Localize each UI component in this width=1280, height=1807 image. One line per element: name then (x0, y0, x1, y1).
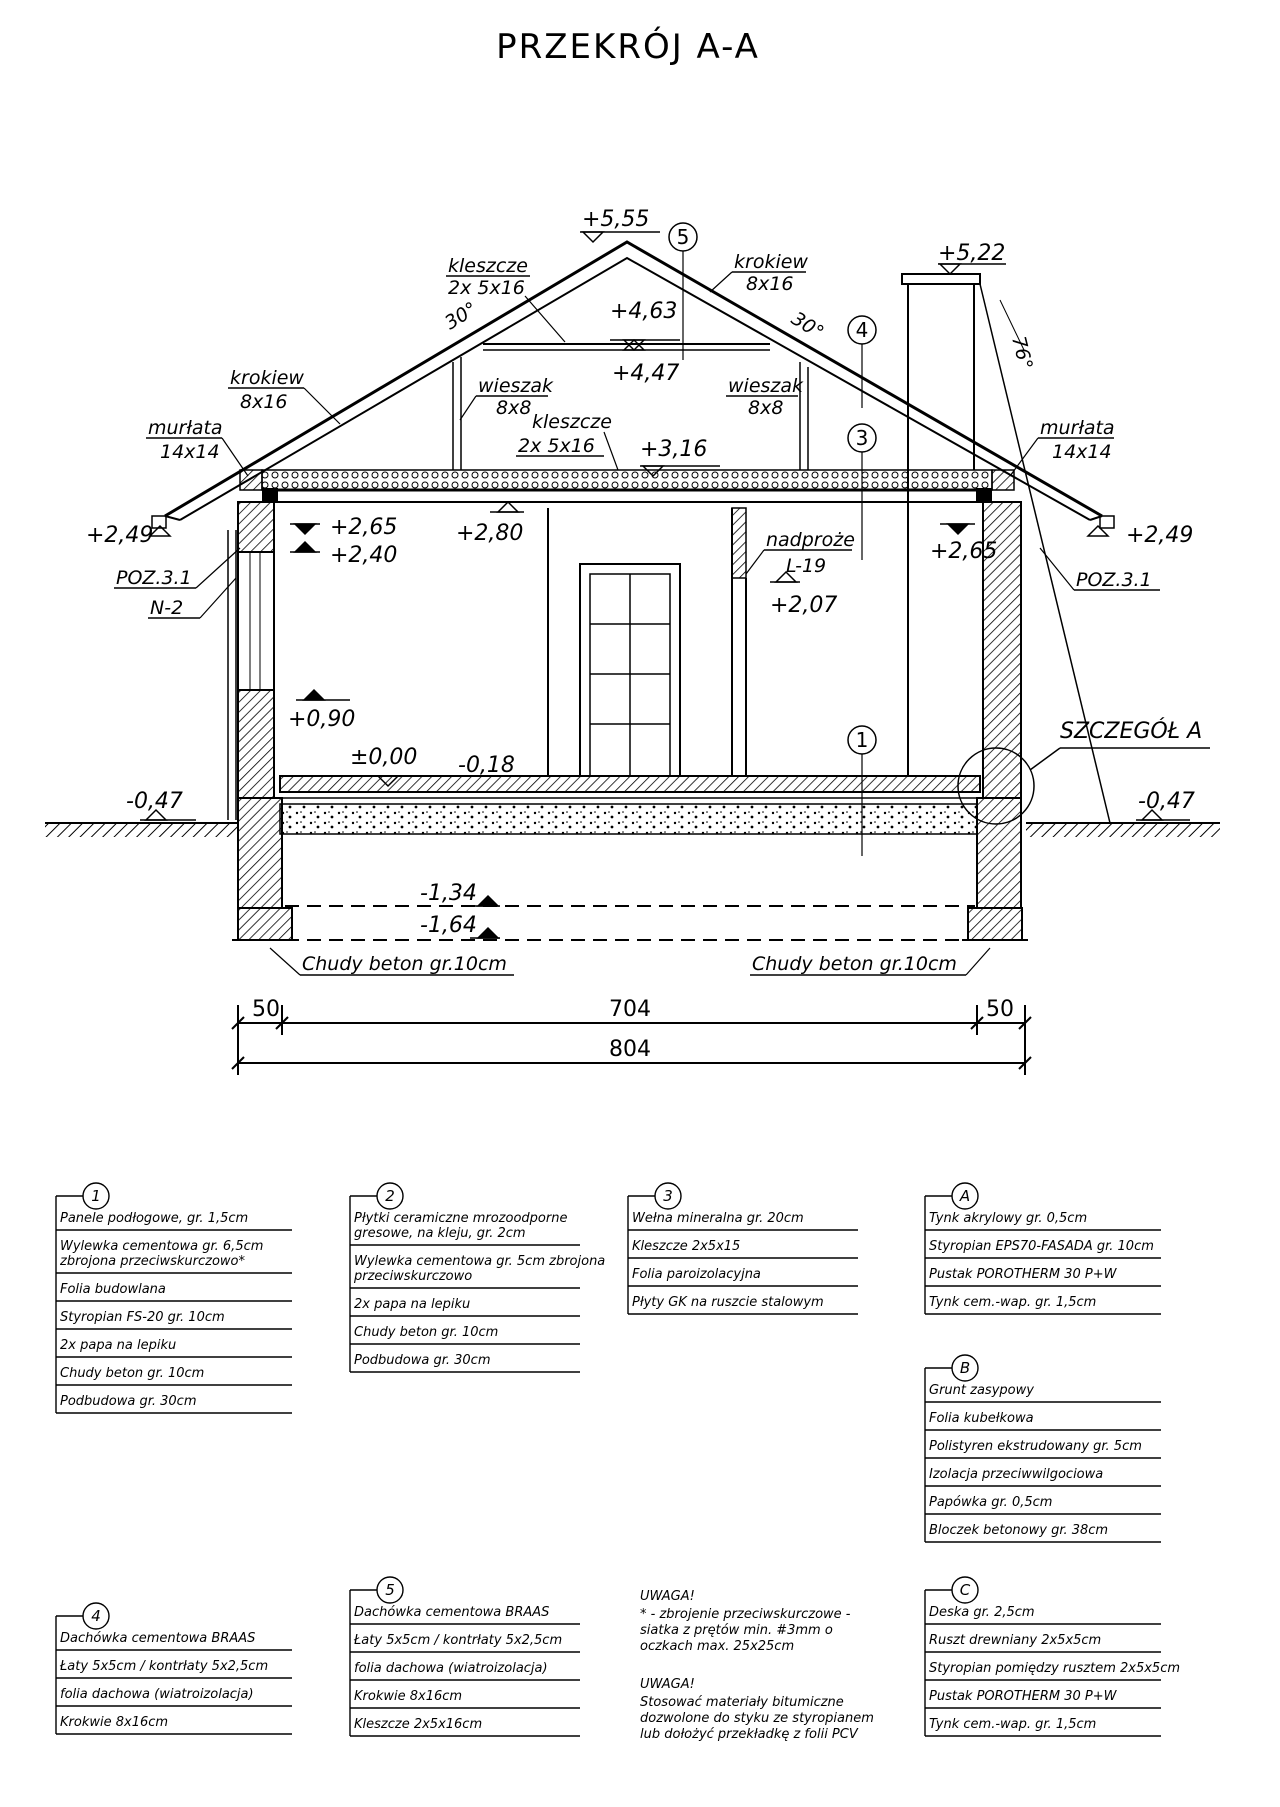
level-ridge: +5,55 (582, 207, 650, 232)
legend-item: Łaty 5x5cm / kontrłaty 5x2,5cm (60, 1659, 269, 1674)
legend-item: Krokwie 8x16cm (60, 1715, 169, 1730)
legend-id: A (959, 1187, 971, 1205)
legend-item: Pustak POROTHERM 30 P+W (929, 1689, 1117, 1704)
partitions (548, 508, 746, 776)
level-door-lintel: +2,07 (770, 593, 838, 618)
legend-item: Chudy beton gr. 10cm (60, 1366, 205, 1381)
level-ground-left: -0,47 (126, 789, 183, 814)
marker-5: 5 (676, 225, 690, 249)
level-footing-bottom: -1,64 (420, 913, 477, 938)
label-poz-right: POZ.3.1 (1076, 569, 1152, 591)
legend-item: Tynk akrylowy gr. 0,5cm (929, 1211, 1088, 1226)
legend-item: Płytki ceramiczne mrozoodporne (354, 1211, 568, 1226)
legend-item: Chudy beton gr. 10cm (354, 1325, 499, 1340)
legend-item: 2x papa na lepiku (60, 1338, 177, 1353)
label-angle-chimney: 76° (1007, 333, 1037, 372)
marker-1: 1 (855, 728, 869, 752)
dim-middle: 704 (609, 997, 651, 1022)
level-chimney-top: +5,22 (938, 241, 1006, 266)
legend-item: zbrojona przeciwskurczowo* (60, 1254, 245, 1269)
legend-item: folia dachowa (wiatroizolacja) (60, 1687, 254, 1702)
legend-item: przeciwskurczowo (354, 1269, 473, 1284)
floor-slab (280, 776, 980, 834)
legend-item: Wylewka cementowa gr. 5cm zbrojona (354, 1254, 606, 1269)
legend-id: 1 (91, 1187, 101, 1205)
label-wieszak-right-size: 8x8 (748, 397, 784, 419)
legend-item: Folia kubełkowa (929, 1411, 1034, 1426)
label-wieszak-left: wieszak (478, 375, 554, 397)
label-nadproze-type: L-19 (786, 555, 827, 577)
legend-B (925, 1355, 1161, 1542)
level-floor: ±0,00 (350, 745, 418, 770)
dim-total: 804 (609, 1037, 651, 1062)
legend-id: 2 (385, 1187, 395, 1205)
legend-id: 3 (663, 1187, 673, 1205)
note-text-1a: * - zbrojenie przeciwskurczowe - (640, 1607, 851, 1622)
legend-item: Deska gr. 2,5cm (929, 1605, 1035, 1620)
legend-C (925, 1577, 1180, 1736)
label-krokiew-left: krokiew (230, 367, 304, 389)
level-sill: +0,90 (288, 707, 356, 732)
legend-4 (56, 1603, 292, 1734)
layer-legends (56, 1183, 1180, 1736)
legend-item: Łaty 5x5cm / kontrłaty 5x2,5cm (354, 1633, 563, 1648)
legend-item: Płyty GK na ruszcie stalowym (632, 1295, 824, 1310)
legend-item: Bloczek betonowy gr. 38cm (929, 1523, 1109, 1538)
label-krokiew-left-size: 8x16 (240, 391, 288, 413)
note-heading-2: UWAGA! (640, 1677, 695, 1692)
label-kleszcze-lower-size: 2x 5x16 (518, 435, 595, 457)
legend-item: folia dachowa (wiatroizolacja) (354, 1661, 548, 1676)
legend-item: Tynk cem.-wap. gr. 1,5cm (929, 1295, 1097, 1310)
label-murlata-left-size: 14x14 (160, 441, 220, 463)
legend-item: Kleszcze 2x5x16cm (354, 1717, 483, 1732)
label-chudy-right: Chudy beton gr.10cm (752, 953, 957, 975)
level-ceiling-top: +3,16 (640, 437, 708, 462)
level-ground-right: -0,47 (1138, 789, 1195, 814)
label-kleszcze-top: kleszcze (448, 255, 528, 277)
level-lintel-right: +2,65 (930, 539, 998, 564)
legend-item: Kleszcze 2x5x15 (632, 1239, 741, 1254)
note-heading-1: UWAGA! (640, 1589, 695, 1604)
note-text-2a: Stosować materiały bitumiczne (640, 1695, 844, 1710)
chimney (902, 274, 980, 776)
level-lintel-top-left: +2,65 (330, 515, 398, 540)
note-text-1c: oczkach max. 25x25cm (640, 1639, 795, 1654)
legend-item: Polistyren ekstrudowany gr. 5cm (929, 1439, 1142, 1454)
legend-item: Dachówka cementowa BRAAS (60, 1631, 256, 1646)
legend-item: Wełna mineralna gr. 20cm (632, 1211, 804, 1226)
dim-right: 50 (986, 997, 1014, 1022)
label-szczegol: SZCZEGÓŁ A (1060, 719, 1203, 744)
legend-1 (56, 1183, 292, 1413)
legend-item: Pustak POROTHERM 30 P+W (929, 1267, 1117, 1282)
legend-item: Folia budowlana (60, 1282, 166, 1297)
level-eave-right: +2,49 (1126, 523, 1194, 548)
legend-id: B (959, 1359, 971, 1377)
legend-item: Dachówka cementowa BRAAS (354, 1605, 550, 1620)
legend-item: Panele podłogowe, gr. 1,5cm (60, 1211, 249, 1226)
legend-item: Tynk cem.-wap. gr. 1,5cm (929, 1717, 1097, 1732)
note-text-2c: lub dołożyć przekładkę z folii PCV (640, 1727, 858, 1742)
legend-item: Folia paroizolacyjna (632, 1267, 761, 1282)
legend-item: Podbudowa gr. 30cm (354, 1353, 491, 1368)
legend-item: Styropian EPS70-FASADA gr. 10cm (929, 1239, 1154, 1254)
legend-item: gresowe, na kleju, gr. 2cm (354, 1226, 526, 1241)
label-krokiew-right-size: 8x16 (746, 273, 794, 295)
legend-item: Styropian pomiędzy rusztem 2x5x5cm (929, 1661, 1181, 1676)
label-angle-left: 30° (440, 297, 482, 335)
legend-item: Papówka gr. 0,5cm (929, 1495, 1053, 1510)
notes (640, 1589, 874, 1742)
legend-5 (350, 1577, 580, 1736)
marker-4: 4 (855, 318, 869, 342)
label-poz-left: POZ.3.1 (116, 567, 192, 589)
label-krokiew-right: krokiew (734, 251, 808, 273)
legend-id: C (959, 1581, 971, 1599)
dim-left: 50 (252, 997, 280, 1022)
label-nadproze: nadproże (766, 529, 855, 551)
level-eave-left: +2,49 (86, 523, 154, 548)
marker-3: 3 (855, 426, 869, 450)
label-angle-right: 30° (787, 307, 828, 345)
legend-3 (628, 1183, 858, 1314)
level-footing-top: -1,34 (420, 881, 477, 906)
legend-item: Styropian FS-20 gr. 10cm (60, 1310, 225, 1325)
label-wieszak-right: wieszak (728, 375, 804, 397)
label-n2: N-2 (150, 597, 184, 619)
label-chudy-left: Chudy beton gr.10cm (302, 953, 507, 975)
label-murlata-left: murłata (148, 417, 223, 439)
legend-item: Grunt zasypowy (929, 1383, 1034, 1398)
door (580, 564, 680, 776)
legend-item: Izolacja przeciwwilgociowa (929, 1467, 1104, 1482)
label-kleszcze-lower: kleszcze (532, 411, 612, 433)
legend-item: Krokwie 8x16cm (354, 1689, 463, 1704)
level-collar-top: +4,63 (610, 299, 678, 324)
note-text-2b: dozwolone do styku ze styropianem (640, 1711, 874, 1726)
legend-item: Podbudowa gr. 30cm (60, 1394, 197, 1409)
legend-item: 2x papa na lepiku (354, 1297, 471, 1312)
drawing-title: PRZEKRÓJ A-A (496, 27, 760, 67)
legend-A (925, 1183, 1161, 1314)
legend-id: 5 (385, 1581, 395, 1599)
wall-left (238, 502, 274, 798)
label-kleszcze-top-size: 2x 5x16 (448, 277, 525, 299)
label-murlata-right-size: 14x14 (1052, 441, 1112, 463)
ceiling (262, 470, 992, 502)
legend-id: 4 (91, 1607, 101, 1625)
legend-2 (350, 1183, 605, 1372)
level-ceiling-inner: +2,80 (456, 521, 524, 546)
label-murlata-right: murłata (1040, 417, 1115, 439)
legend-item: Ruszt drewniany 2x5x5cm (929, 1633, 1102, 1648)
level-floor-sub: -0,18 (458, 753, 515, 778)
level-collar-bottom: +4,47 (612, 361, 680, 386)
note-text-1b: siatka z prętów min. #3mm o (640, 1623, 833, 1638)
level-lintel-bottom-left: +2,40 (330, 543, 398, 568)
legend-item: Wylewka cementowa gr. 6,5cm (60, 1239, 264, 1254)
label-wieszak-left-size: 8x8 (496, 397, 532, 419)
